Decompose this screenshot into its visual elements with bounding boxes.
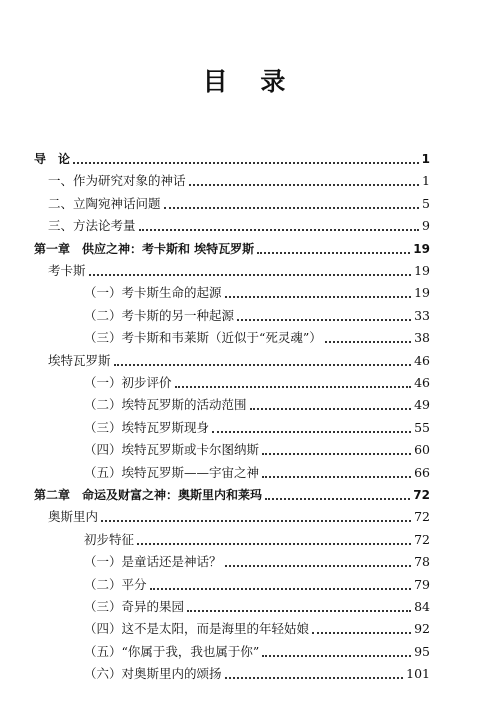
dot-leader (114, 362, 412, 366)
toc-entry-page: 101 (406, 666, 430, 682)
toc-entry-page: 79 (414, 576, 430, 592)
dot-leader (137, 541, 411, 545)
toc-entry (34, 483, 430, 503)
toc-entry (48, 192, 430, 212)
toc-entry (84, 304, 430, 324)
toc-entry (48, 214, 430, 234)
toc-entry-title: （三）埃特瓦罗斯现身 (84, 419, 210, 435)
toc-entry (84, 371, 430, 391)
dot-leader (212, 429, 411, 433)
toc-entry-page: 5 (422, 195, 430, 211)
toc-entry (84, 461, 430, 481)
dot-leader (225, 294, 412, 298)
dot-leader (150, 586, 412, 590)
dot-leader (325, 339, 411, 343)
toc-entry (48, 505, 430, 525)
toc-entry-title: （六）对奥斯里内的颂扬 (84, 666, 222, 682)
toc-entry-title: （二）埃特瓦罗斯的活动范围 (84, 397, 247, 413)
toc-entry-page: 92 (414, 621, 430, 637)
toc-entry-title: （二）考卡斯的另一种起源 (84, 307, 235, 323)
toc-entry (84, 573, 430, 593)
toc-entry-page: 66 (414, 464, 430, 480)
toc-entry-page: 19 (413, 241, 430, 256)
toc-entry-page: 72 (414, 509, 430, 525)
dot-leader (237, 317, 411, 321)
dot-leader (73, 160, 419, 164)
toc-entry (84, 281, 430, 301)
dot-leader (187, 608, 411, 612)
toc-entry-title: 奥斯里内 (48, 509, 99, 525)
toc-entry-page: 33 (414, 307, 430, 323)
toc-entry-page: 72 (413, 488, 430, 502)
toc-entry (84, 438, 430, 458)
dot-leader (164, 205, 419, 209)
toc-entry (84, 326, 430, 346)
toc-entry-title: （一）初步评价 (84, 375, 172, 390)
dot-leader (262, 451, 411, 455)
toc-entry (34, 237, 430, 257)
toc-entry-title: （二）平分 (84, 576, 147, 592)
toc-entry-page: 19 (414, 263, 430, 278)
dot-leader (262, 474, 411, 478)
toc-entry-page: 9 (422, 218, 430, 234)
dot-leader (225, 675, 404, 679)
dot-leader (265, 496, 410, 500)
dot-leader (175, 384, 412, 388)
toc-entry-page: 55 (414, 419, 430, 435)
dot-leader (139, 227, 419, 231)
toc-entry-page: 49 (414, 397, 430, 413)
dot-leader (262, 653, 411, 657)
toc-entry-title: 导 论 (34, 152, 71, 166)
toc-entry (84, 595, 430, 615)
toc-entry-page: 60 (414, 442, 430, 458)
dot-leader (250, 406, 412, 410)
dot-leader (101, 518, 411, 522)
toc-entry (84, 393, 430, 413)
toc-entry-title: 第一章 供应之神：考卡斯和 埃特瓦罗斯 (34, 241, 255, 256)
toc-entry-title: 二、立陶宛神话问题 (48, 195, 161, 211)
toc-entry (48, 169, 430, 189)
toc-entry (84, 550, 430, 570)
toc-entry-page: 72 (414, 531, 430, 547)
toc-entry (48, 349, 430, 369)
toc-entry (48, 259, 430, 279)
toc-entry-page: 78 (414, 554, 430, 570)
toc-entry-title: 第二章 命运及财富之神：奥斯里内和莱玛 (34, 488, 263, 502)
toc-entry-title: （三）奇异的果园 (84, 599, 185, 614)
toc-entry-title: 三、方法论考量 (48, 218, 136, 234)
toc-entry-title: （四）这不是太阳，而是海里的年轻姑娘 (84, 621, 310, 637)
toc-entry-title: （五）埃特瓦罗斯——宇宙之神 (84, 464, 260, 480)
toc-entry-title: 埃特瓦罗斯 (48, 352, 111, 368)
toc-entry-page: 95 (414, 643, 430, 659)
toc-entry-title: （一）考卡斯生命的起源 (84, 285, 222, 301)
page-title: 目 录 (202, 67, 298, 96)
toc-entry-page: 38 (414, 330, 430, 346)
toc-entry-title: 一、作为研究对象的神话 (48, 173, 186, 189)
toc-entry-page: 46 (414, 375, 430, 390)
toc-entry-title: （三）考卡斯和韦莱斯（近似于“死灵魂”） (84, 330, 322, 346)
toc-entry-title: （四）埃特瓦罗斯或卡尔图纳斯 (84, 442, 260, 458)
toc-entry (84, 662, 430, 682)
toc-entry (84, 528, 430, 548)
toc-entry-title: （一）是童话还是神话？ (84, 554, 222, 570)
dot-leader (89, 272, 412, 276)
toc-entry (84, 617, 430, 637)
dot-leader (312, 630, 411, 634)
dot-leader (257, 250, 410, 254)
toc-entry-title: 初步特征 (84, 531, 135, 547)
toc-entry-title: 考卡斯 (48, 263, 86, 278)
toc-entry-page: 1 (422, 173, 430, 189)
toc-entry (84, 640, 430, 660)
toc-entry-title: （五）“你属于我，我也属于你” (84, 643, 260, 659)
toc-entry (34, 147, 430, 167)
toc-entry-page: 84 (414, 599, 430, 614)
toc-entry-page: 1 (421, 152, 430, 166)
toc-entry-page: 46 (414, 352, 430, 368)
dot-leader (225, 563, 412, 567)
dot-leader (189, 182, 419, 186)
toc-entry (84, 416, 430, 436)
toc-entry-page: 19 (414, 285, 430, 301)
